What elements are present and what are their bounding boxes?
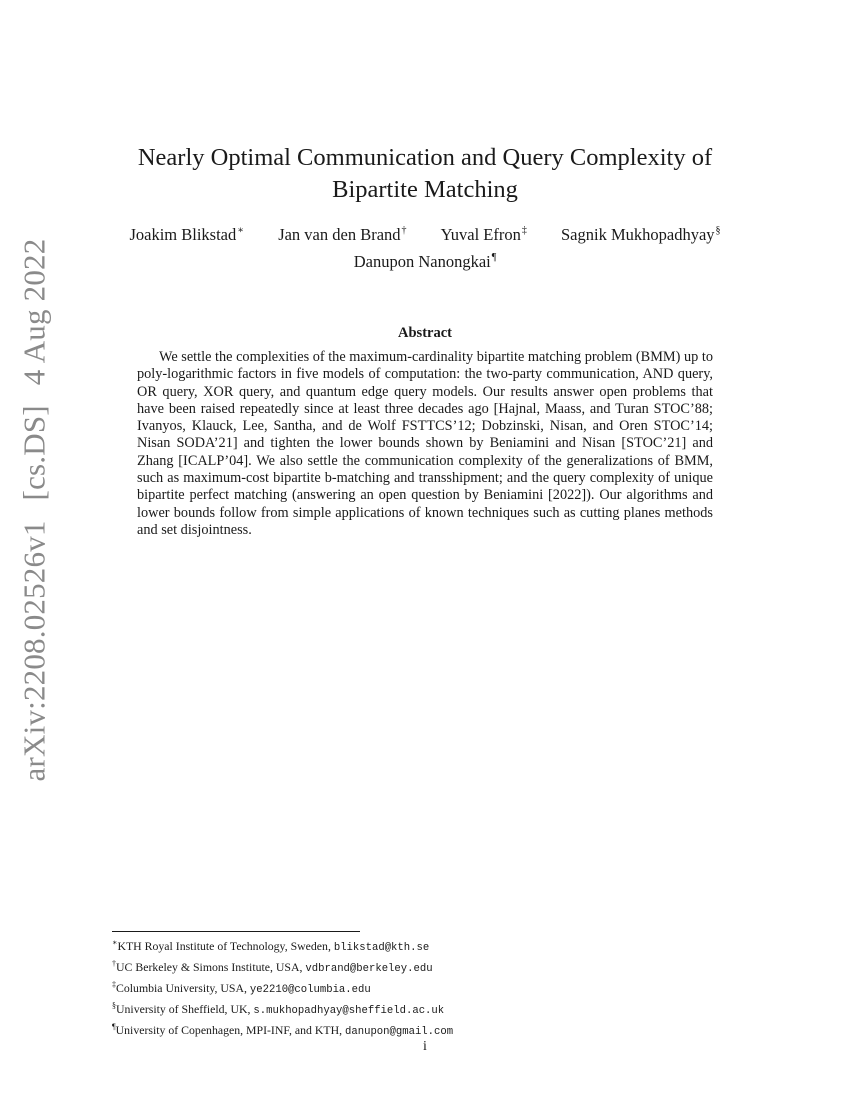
paper-title	[0, 142, 850, 206]
footnote	[112, 956, 732, 977]
arxiv-id[interactable]: arXiv:2208.02526v1	[16, 520, 52, 782]
footnote-affiliation: University of Sheffield, UK,	[116, 1002, 254, 1016]
footnote-affiliation: KTH Royal Institute of Technology, Sweden,	[117, 939, 334, 953]
author-blikstad	[129, 225, 244, 245]
arxiv-stamp	[16, 233, 52, 788]
abstract-body: We settle the complexities of the maximum-cardinality bipartite matching problem (BMM) up to poly-logarithmic factors in five models of computation: the two-party communication, AND query, OR query, XOR query, and quantum edge query models. Our results answer open problems that have been raised repeatedly since at least three decades ago [Hajnal, Maass, and Turan STOC’88; Ivanyos, Klauck, Lee, Santha, and de Wolf FSTTCS’12; Dobzinski, Nisan, and Oren STOC’14; Nisan SODA’21] and tighten the lower bounds shown by Beniamini and Nisan [STOC’21] and Zhang [ICALP’04]. We also settle the communication complexity of the generalizations of BMM, such as maximum-cost bipartite b-matching and transshipment; and the query complexity of unique bipartite perfect matching (answering an open question by Beniamini [2022]). Our algorithms and lower bounds follow from simple applications of known techniques such as cutting planes methods and set disjointness.	[137, 349, 713, 538]
author-name: Jan van den Brand	[278, 225, 401, 244]
footnote-mark: ¶	[112, 1022, 116, 1031]
footnote-affiliation: University of Copenhagen, MPI-INF, and KTH,	[115, 1023, 346, 1037]
footnotes	[112, 935, 732, 1040]
footnote-mark: †	[112, 959, 116, 968]
footnote	[112, 977, 732, 998]
footnote-mark: ‡	[112, 980, 116, 989]
footnote-mark: §	[112, 1001, 116, 1010]
author-mark[interactable]: ∗	[237, 225, 245, 236]
author-van-den-brand	[278, 225, 406, 245]
arxiv-sidebar	[12, 238, 56, 782]
arxiv-category: [cs.DS]	[16, 405, 52, 501]
title-line-1: Nearly Optimal Communication and Query Complexity of	[137, 144, 713, 171]
author-nanongkai	[354, 252, 497, 272]
abstract-heading: Abstract	[398, 325, 452, 341]
author-name: Joakim Blikstad	[129, 225, 237, 244]
page-number: i	[423, 1039, 427, 1054]
author-name: Yuval Efron	[440, 225, 521, 244]
footnote	[112, 935, 732, 956]
footnote-divider	[112, 931, 360, 932]
footnote-email[interactable]: blikstad@kth.se	[333, 942, 430, 954]
author-mark[interactable]: §	[715, 225, 721, 236]
footnote-affiliation: Columbia University, USA,	[116, 981, 250, 995]
footnote-email[interactable]: ye2210@columbia.edu	[249, 984, 371, 996]
arxiv-date: 4 Aug 2022	[16, 238, 52, 386]
author-mark[interactable]: ‡	[521, 225, 527, 236]
author-mark[interactable]: ¶	[491, 252, 497, 263]
title-line-2: Bipartite Matching	[332, 176, 518, 203]
author-mark[interactable]: †	[401, 225, 407, 236]
footnote-affiliation: UC Berkeley & Simons Institute, USA,	[116, 960, 306, 974]
author-name: Sagnik Mukhopadhyay	[560, 225, 715, 244]
footnote-email[interactable]: vdbrand@berkeley.edu	[305, 963, 433, 975]
footnote-email[interactable]: danupon@gmail.com	[345, 1026, 454, 1038]
footnote	[112, 1019, 732, 1040]
author-name: Danupon Nanongkai	[353, 252, 491, 271]
footnote-mark: ∗	[112, 938, 118, 947]
authors-row-1	[0, 225, 850, 245]
authors-row-2	[0, 252, 850, 272]
author-mukhopadhyay	[561, 225, 721, 245]
footnote-email[interactable]: s.mukhopadhyay@sheffield.ac.uk	[253, 1005, 445, 1017]
author-efron	[441, 225, 527, 245]
footnote	[112, 998, 732, 1019]
